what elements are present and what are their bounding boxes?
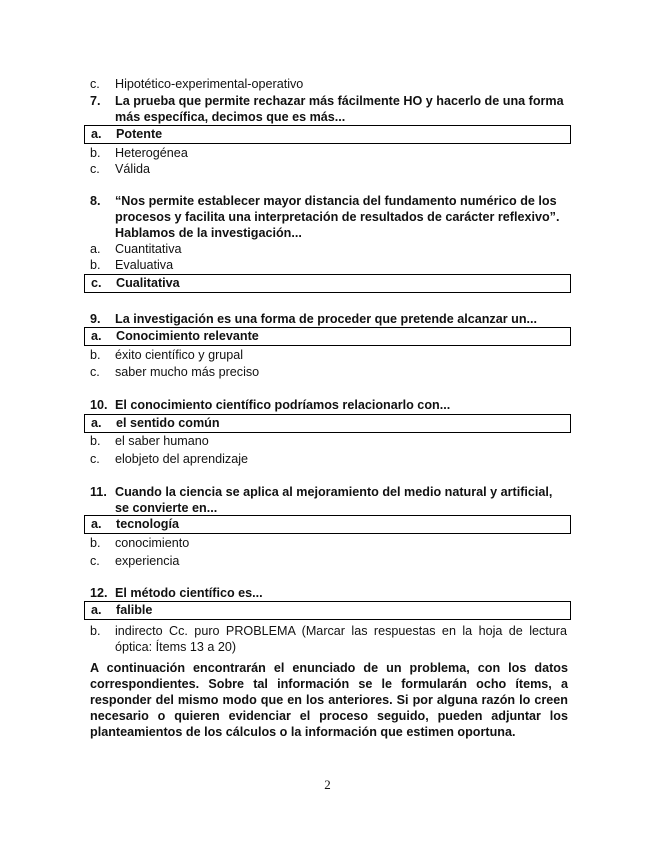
problem-intro-paragraph: A continuación encontrarán el enunciado de un problema, con los datos correspondientes. Sobre tal información se le formularán ocho ítems, a responder del mismo modo que en los anteriores. Si por alguna razón lo creen necesario o quieren evidenciar el proceso seguido, pueden adjuntar los planteamientos de los cálculos o la información que estimen oportuna. xyxy=(90,661,568,739)
answer-10-a: a. el sentido común xyxy=(84,414,571,433)
answer-12-a: a. falible xyxy=(84,601,571,620)
document-page: c. Hipotético-experimental-operativo 7. La prueba que permite rechazar más fácilmente HO y hacerlo de una forma más específica, decimos que es más... a. Potente b. Heterogénea c. Válida 8. “Nos permite establecer mayor distancia del fundamento numérico de los procesos y facilita una interpretación de resultados de carácter reflexivo”. Hablamos de la investigación... a. Cuantitativa b. Evaluativa c. Cualitativa 9. La investigación es una forma de proceder que pretende alcanzar un... a. Conocimiento relevante b. éxito científico y grupal c. saber mucho más preciso 10. El conocimiento científico podríamos relacionarlo con... a. el sentido común b. el saber humano c. elobjeto del aprendizaje 11. Cuando la ciencia se aplica al mejoramiento del medio natural y artificial, se convierte en... a. tecnología b. conocimiento c. experiencia 12. El método científico es... a. falible b. indirecto Cc. puro PROBLEMA (Marcar las respuestas en la hoja de lectura óptica: Ítems 13 a 20) A continuación encontrarán el enunciado de un problema, con los datos correspondientes. Sobre tal información se le formularán ocho ítems, a responder del mismo modo que en los anteriores. Si por alguna razón lo creen necesario o quieren evidenciar el proceso seguido, pueden adjuntar los planteamientos de los cálculos o la información que estimen oportuna. 2 xyxy=(0,0,655,848)
answer-9-a: a. Conocimiento relevante xyxy=(84,327,571,346)
answer-11-a: a. tecnología xyxy=(84,515,571,534)
page-number: 2 xyxy=(324,777,331,792)
answer-7-a: a. Potente xyxy=(84,125,571,144)
answer-8-c: c. Cualitativa xyxy=(84,274,571,293)
